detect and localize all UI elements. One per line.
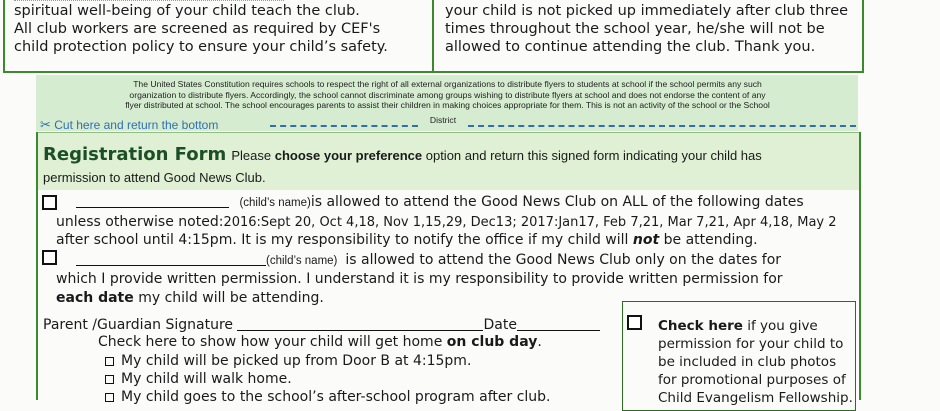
home-option-after-school [105, 388, 551, 406]
option-specific-dates-checkbox[interactable] [42, 250, 57, 265]
top-left-line-2: All club workers are screened as required by CEF's [14, 21, 381, 37]
registration-intro-line-2: permission to attend Good News Club. [43, 170, 266, 185]
top-box-divider [432, 0, 434, 72]
registration-intro-bold: choose your preference [274, 148, 423, 163]
signature-row [43, 316, 600, 334]
option-all-dates-line-3 [56, 231, 758, 249]
photo-permission-line-1 [658, 317, 853, 335]
notice-line-2: organization to distribute flyers. Accordingly, the school cannot discriminate among groups wishing to distribute flyers at school and does not endorse the content of any [129, 89, 766, 100]
top-left-box-left-border [3, 0, 5, 72]
option-all-dates-line-3-pre: after school until 4:15pm. It is my responsibility to notify the office if my child will [56, 232, 633, 248]
photo-permission-bold: Check here [658, 318, 743, 334]
top-box-bottom-border [3, 71, 864, 73]
child-name-label-1: (child’s name) [239, 197, 311, 209]
top-left-text [14, 2, 388, 56]
registration-intro [43, 144, 762, 165]
photo-permission-text [658, 317, 853, 407]
top-right-text [445, 2, 848, 56]
registration-top-border [36, 132, 861, 133]
top-left-line-3: child protection policy to ensure your child’s safety. [14, 39, 388, 55]
top-right-line-1: your child is not picked up immediately after club three [445, 3, 849, 19]
top-left-partial-line [14, 0, 284, 1]
option-specific-dates-line-1 [76, 251, 781, 270]
top-right-box-right-border [862, 0, 864, 72]
registration-right-border [859, 132, 861, 400]
after-school-checkbox[interactable] [105, 393, 114, 402]
registration-title: Registration Form [43, 144, 227, 165]
walk-home-checkbox[interactable] [105, 375, 114, 384]
option-all-dates-line-3-bold: not [632, 232, 660, 248]
cut-dash-line-left [270, 125, 418, 127]
top-right-line-3: allowed to continue attending the club. Thank you. [445, 39, 816, 55]
child-name-field-1[interactable] [76, 193, 229, 208]
walk-home-label: My child will walk home. [121, 371, 292, 387]
notice-line-1: The United States Constitution requires schools to respect the right of all external organizations to distribute flyers to students at school if the school permits any such [133, 79, 762, 89]
option-specific-dates-line-3-bold: each date [56, 290, 134, 306]
date-field[interactable] [517, 316, 600, 331]
photo-permission-line-1-post: if you give [742, 318, 818, 334]
top-left-line-1: spiritual well-being of your child teach the club. [14, 3, 360, 19]
photo-permission-line-4: for promotional purposes of [658, 372, 846, 388]
child-name-label-2: (child’s name) [266, 255, 338, 267]
home-instructions [98, 333, 542, 351]
child-name-field-2[interactable] [76, 251, 266, 266]
home-option-walk [105, 370, 292, 388]
notice-text [40, 79, 855, 111]
photo-permission-checkbox[interactable] [627, 315, 642, 330]
top-right-line-2: times throughout the school year, he/she will not be [445, 21, 825, 37]
after-school-label: My child goes to the school’s after-school program after club. [121, 389, 551, 405]
option-all-dates-notes-label: unless otherwise noted: [56, 214, 224, 230]
home-instructions-bold: on club day [446, 334, 538, 350]
registration-left-border [36, 132, 38, 400]
option-specific-dates-text: is allowed to attend the Good News Club only on the dates for [345, 252, 782, 268]
photo-permission-line-5: Child Evangelism Fellowship. [658, 390, 853, 406]
cut-line-label: Cut here and return the bottom [54, 118, 219, 132]
date-label: Date [483, 317, 517, 333]
option-specific-dates-line-3-post: my child will be attending. [133, 290, 324, 306]
option-all-dates-checkbox[interactable] [42, 195, 57, 210]
option-specific-dates-line-2: which I provide written permission. I understand it is my responsibility to provide written permission for [56, 271, 783, 287]
scissors-icon: ✂ [40, 117, 51, 132]
photo-permission-line-3: be included in club photos [658, 354, 837, 370]
registration-intro-pre: Please [231, 148, 275, 163]
cut-line [40, 117, 218, 133]
option-all-dates-line-3-post: be attending. [659, 232, 758, 248]
home-instructions-post: . [537, 334, 542, 350]
photo-permission-line-2: permission for your child to [658, 336, 844, 352]
cut-dash-line-right [468, 125, 856, 127]
option-specific-dates-line-3 [56, 289, 324, 307]
option-all-dates-text: is allowed to attend the Good News Club on ALL of the following dates [310, 194, 804, 210]
pickup-label: My child will be picked up from Door B at 4:15pm. [121, 353, 472, 369]
home-instructions-pre: Check here to show how your child will get home [98, 334, 447, 350]
signature-field[interactable] [237, 316, 483, 331]
home-option-pickup [105, 352, 471, 370]
club-dates: 2016:Sept 20, Oct 4,18, Nov 1,15,29, Dec13; 2017:Jan17, Feb 7,21, Mar 7,21, Apr 4,18, May 2 [223, 215, 837, 230]
option-all-dates-line-2 [56, 213, 837, 232]
option-all-dates-line-1 [76, 193, 804, 212]
registration-intro-post: option and return this signed form indicating your child has [422, 148, 762, 163]
notice-line-3: flyer distributed at school. The school encourages parents to assist their children in making choices appropriate for them. This is not an activity of the school or the School [125, 100, 770, 110]
signature-label: Parent /Guardian Signature [43, 317, 234, 333]
pickup-checkbox[interactable] [105, 357, 114, 366]
notice-district: District [429, 115, 457, 125]
